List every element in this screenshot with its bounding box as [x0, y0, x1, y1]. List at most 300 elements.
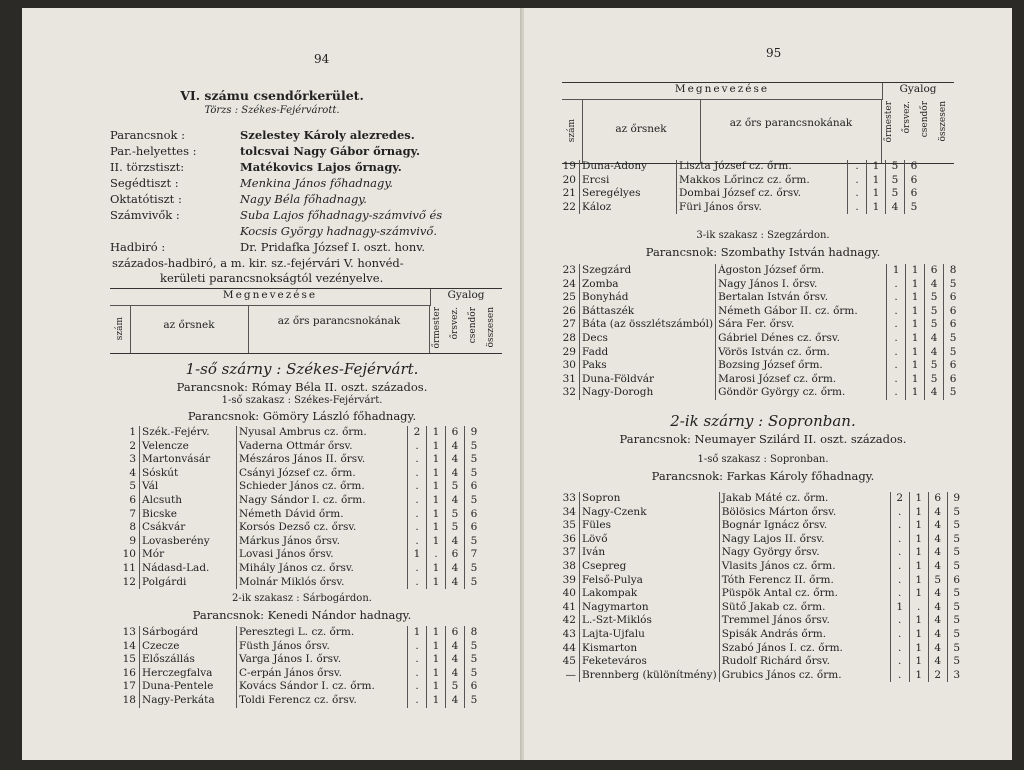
count-total: 5 — [470, 639, 478, 652]
count-ormester: . — [887, 318, 906, 332]
station-name: Herczegfalva — [140, 667, 237, 681]
station-name: Sopron — [580, 492, 720, 506]
count-total: 6 — [949, 372, 957, 385]
stations-table-1 — [560, 160, 923, 214]
count-total: 6 — [470, 680, 478, 693]
count-ormester: . — [848, 174, 867, 188]
table-row — [560, 519, 966, 533]
commander-name: Ágoston József őrm. — [716, 264, 887, 278]
count-orsvez: 1 — [427, 494, 446, 508]
count-csendor: 4 — [928, 587, 947, 601]
count-csendor: 4 — [446, 576, 465, 590]
count-csendor: 4 — [446, 453, 465, 467]
district-title: VI. számu csendőrkerület. — [180, 88, 364, 103]
commander-name: Bölösics Márton őrsv. — [719, 506, 890, 520]
count-total: 5 — [470, 693, 478, 706]
row-number: 40 — [560, 587, 580, 601]
station-name: Lövő — [580, 533, 720, 547]
commander-name: Nagy Lajos II. őrsv. — [719, 533, 890, 547]
station-name: Ercsi — [580, 174, 677, 188]
count-csendor: 5 — [886, 187, 905, 201]
section3-commander: Parancsnok: Szombathy István hadnagy. — [645, 245, 881, 259]
count-total: 5 — [910, 200, 918, 213]
station-name: Bicske — [140, 508, 237, 522]
station-name: Iván — [580, 546, 720, 560]
count-orsvez: 1 — [867, 174, 886, 188]
stations-table-2 — [560, 264, 962, 400]
commander-name: Makkos Lőrincz cz. őrm. — [677, 174, 848, 188]
count-total: 6 — [949, 291, 957, 304]
count-total: 5 — [953, 655, 961, 668]
header-szam: szám — [115, 317, 125, 341]
count-csendor: 4 — [925, 346, 944, 360]
count-ormester: . — [890, 587, 909, 601]
row-number: 41 — [560, 601, 580, 615]
header-col2: az őrs parancsnokának — [248, 305, 430, 353]
station-name: Nagy-Perkáta — [140, 694, 237, 708]
count-orsvez: 1 — [906, 359, 925, 373]
commander-name: Sára Fer. őrsv. — [716, 318, 887, 332]
station-name: Szegzárd — [580, 264, 716, 278]
book — [22, 8, 1012, 760]
table-row — [120, 626, 483, 640]
table-row — [560, 669, 966, 683]
commander-name: Kovács Sándor I. cz. őrm. — [237, 680, 408, 694]
count-total: 5 — [949, 345, 957, 358]
station-name: Lajta-Ujfalu — [580, 628, 720, 642]
stations-table-2 — [120, 626, 483, 708]
row-number: 45 — [560, 655, 580, 669]
count-orsvez: 1 — [909, 546, 928, 560]
staff-role: Számvivők : — [110, 208, 180, 222]
stations-table-3 — [560, 492, 966, 682]
right-page — [524, 8, 1012, 760]
count-ormester: . — [408, 453, 427, 467]
station-name: Lakompak — [580, 587, 720, 601]
row-number: 26 — [560, 305, 580, 319]
row-number: 23 — [560, 264, 580, 278]
station-name: Előszállás — [140, 653, 237, 667]
count-ormester: . — [890, 614, 909, 628]
count-ormester: . — [848, 160, 867, 174]
table-row — [560, 628, 966, 642]
district-seat: Törzs : Székes-Fejérvárott. — [204, 105, 340, 116]
row-number: 31 — [560, 373, 580, 387]
count-csendor: 5 — [928, 574, 947, 588]
count-orsvez: 1 — [427, 467, 446, 481]
count-total: 6 — [470, 507, 478, 520]
station-name: Kismarton — [580, 642, 720, 656]
count-total: 5 — [953, 600, 961, 613]
page-number: 95 — [766, 46, 782, 60]
staff-role: II. törzstiszt: — [110, 160, 185, 174]
count-csendor: 4 — [928, 601, 947, 615]
row-number: 36 — [560, 533, 580, 547]
section2-title: 2-ik szakasz : Sárbogárdon. — [232, 593, 372, 604]
count-ormester: . — [408, 667, 427, 681]
count-orsvez: 1 — [906, 373, 925, 387]
page-number: 94 — [314, 52, 330, 66]
count-csendor: 6 — [446, 548, 465, 562]
table-row — [560, 160, 923, 174]
row-number: 15 — [120, 653, 140, 667]
wing1-title: 1-ső szárny : Székes-Fejérvárt. — [185, 360, 419, 378]
table-row — [120, 640, 483, 654]
station-name: Nagymarton — [580, 601, 720, 615]
staff-name: Matékovics Lajos őrnagy. — [240, 160, 402, 174]
count-total: 6 — [949, 359, 957, 372]
table-row — [120, 508, 483, 522]
count-orsvez: . — [427, 548, 446, 562]
count-ormester: . — [890, 669, 909, 683]
commander-name: Gábriel Dénes cz. őrsv. — [716, 332, 887, 346]
header-g1: őrmester — [432, 307, 442, 349]
count-orsvez: 1 — [867, 187, 886, 201]
commander-name: Németh Dávid őrm. — [237, 508, 408, 522]
row-number: 42 — [560, 614, 580, 628]
header-g2: őrsvez. — [450, 307, 460, 340]
table-row — [120, 694, 483, 708]
count-orsvez: 1 — [906, 332, 925, 346]
count-total: 6 — [470, 480, 478, 493]
count-ormester: . — [887, 359, 906, 373]
station-name: Báttaszék — [580, 305, 716, 319]
table-row — [120, 548, 483, 562]
count-total: 5 — [953, 559, 961, 572]
commander-name: Püspök Antal cz. őrm. — [719, 587, 890, 601]
count-orsvez: 1 — [906, 305, 925, 319]
commander-name: Tremmel János őrsv. — [719, 614, 890, 628]
count-ormester: . — [848, 201, 867, 215]
table-row — [560, 318, 962, 332]
row-number: 13 — [120, 626, 140, 640]
commander-name: Toldi Ferencz cz. őrsv. — [237, 694, 408, 708]
count-total: 5 — [949, 331, 957, 344]
commander-name: Vaderna Ottmár őrsv. — [237, 440, 408, 454]
judge-note-1: százados-hadbiró, a m. kir. sz.-fejérvári V. honvéd- — [112, 256, 404, 270]
table-row — [560, 574, 966, 588]
count-ormester: . — [887, 291, 906, 305]
count-ormester: . — [408, 521, 427, 535]
count-ormester: . — [887, 332, 906, 346]
commander-name: Göndör György cz. őrm. — [716, 386, 887, 400]
staff-name: Suba Lajos főhadnagy-számvivő és — [240, 208, 443, 222]
table-row — [120, 494, 483, 508]
count-ormester: . — [890, 655, 909, 669]
count-orsvez: 1 — [427, 576, 446, 590]
count-orsvez: 1 — [427, 694, 446, 708]
count-csendor: 6 — [928, 492, 947, 506]
station-name: Feketeváros — [580, 655, 720, 669]
staff-role: Parancsnok : — [110, 128, 186, 142]
count-csendor: 4 — [446, 494, 465, 508]
commander-name: Németh Gábor II. cz. őrm. — [716, 305, 887, 319]
count-ormester: . — [890, 546, 909, 560]
row-number: 4 — [120, 467, 140, 481]
staff-name: Menkina János főhadnagy. — [240, 176, 393, 190]
count-csendor: 5 — [925, 318, 944, 332]
count-total: 5 — [949, 386, 957, 399]
count-csendor: 6 — [446, 426, 465, 440]
count-total: 7 — [470, 548, 478, 561]
row-number: 16 — [120, 667, 140, 681]
count-orsvez: 1 — [427, 508, 446, 522]
count-ormester: 1 — [408, 626, 427, 640]
count-total: 5 — [953, 519, 961, 532]
commander-name: Mihály János cz. őrsv. — [237, 562, 408, 576]
row-number: 9 — [120, 535, 140, 549]
station-name: Sóskút — [140, 467, 237, 481]
station-name: Czecze — [140, 640, 237, 654]
station-name: Decs — [580, 332, 716, 346]
count-csendor: 4 — [925, 332, 944, 346]
count-orsvez: 1 — [427, 440, 446, 454]
table-row — [560, 587, 966, 601]
station-name: Felső-Pulya — [580, 574, 720, 588]
count-csendor: 4 — [446, 640, 465, 654]
count-orsvez: 1 — [867, 201, 886, 215]
count-csendor: 4 — [446, 440, 465, 454]
table-row — [560, 533, 966, 547]
count-csendor: 5 — [925, 373, 944, 387]
count-csendor: 4 — [928, 533, 947, 547]
station-name: Füles — [580, 519, 720, 533]
station-name: Polgárdi — [140, 576, 237, 590]
count-orsvez: 1 — [906, 386, 925, 400]
staff-role: Oktatótiszt : — [110, 192, 182, 206]
row-number: 22 — [560, 201, 580, 215]
section1-commander: Parancsnok: Gömöry László főhadnagy. — [187, 409, 417, 423]
commander-name: Marosi József cz. őrm. — [716, 373, 887, 387]
commander-name: Csányi József cz. őrm. — [237, 467, 408, 481]
row-number: 18 — [120, 694, 140, 708]
count-csendor: 4 — [446, 467, 465, 481]
staff-name: tolcsvai Nagy Gábor őrnagy. — [240, 144, 421, 158]
count-csendor: 5 — [886, 160, 905, 174]
row-number: 7 — [120, 508, 140, 522]
count-orsvez: 1 — [427, 426, 446, 440]
count-total: 5 — [470, 561, 478, 574]
commander-name: Bognár Ignácz őrsv. — [719, 519, 890, 533]
count-total: 5 — [953, 614, 961, 627]
count-total: 6 — [953, 573, 961, 586]
count-orsvez: 1 — [427, 667, 446, 681]
header-g4: összesen — [486, 307, 496, 348]
row-number: 14 — [120, 640, 140, 654]
count-csendor: 4 — [925, 386, 944, 400]
table-row — [120, 535, 483, 549]
count-csendor: 5 — [925, 305, 944, 319]
header-gyalog: Gyalog — [447, 289, 485, 301]
section1-title: 1-ső szakasz : Székes-Fejérvárt. — [221, 395, 383, 406]
count-ormester: . — [890, 574, 909, 588]
commander-name: Spisák András őrm. — [719, 628, 890, 642]
commander-name: Vörös István cz. őrm. — [716, 346, 887, 360]
row-number: 44 — [560, 642, 580, 656]
row-number: 8 — [120, 521, 140, 535]
table-row — [560, 174, 923, 188]
commander-name: Dombai József cz. őrsv. — [677, 187, 848, 201]
row-number: 10 — [120, 548, 140, 562]
count-orsvez: 1 — [867, 160, 886, 174]
count-total: 5 — [470, 466, 478, 479]
row-number: 19 — [560, 160, 580, 174]
count-orsvez: 1 — [906, 278, 925, 292]
row-number: 11 — [120, 562, 140, 576]
count-csendor: 4 — [928, 560, 947, 574]
header-g3: csendőr — [920, 101, 930, 138]
commander-name: Nagy János I. őrsv. — [716, 278, 887, 292]
wing2-commander: Parancsnok: Neumayer Szilárd II. oszt. százados. — [619, 432, 907, 446]
table-header — [562, 82, 954, 164]
table-row — [560, 386, 962, 400]
table-row — [560, 359, 962, 373]
count-orsvez: 1 — [906, 318, 925, 332]
staff-role: Par.-helyettes : — [110, 144, 197, 158]
commander-name: Bertalan István őrsv. — [716, 291, 887, 305]
count-orsvez: 1 — [427, 453, 446, 467]
count-ormester: . — [887, 278, 906, 292]
row-number: 21 — [560, 187, 580, 201]
commander-name: C-erpán János őrsv. — [237, 667, 408, 681]
station-name: Báta (az összlétszámból) — [580, 318, 716, 332]
count-ormester: . — [408, 535, 427, 549]
count-orsvez: 1 — [427, 562, 446, 576]
count-csendor: 2 — [928, 669, 947, 683]
station-name: Fadd — [580, 346, 716, 360]
count-total: 6 — [910, 187, 918, 200]
count-orsvez: 1 — [909, 574, 928, 588]
count-ormester: . — [408, 640, 427, 654]
station-name: Nádasd-Lad. — [140, 562, 237, 576]
count-orsvez: 1 — [427, 521, 446, 535]
station-name: Duna-Pentele — [140, 680, 237, 694]
row-number: 3 — [120, 453, 140, 467]
station-name: Mór — [140, 548, 237, 562]
station-name: Duna-Adony — [580, 160, 677, 174]
station-name: Bonyhád — [580, 291, 716, 305]
header-g4: összesen — [938, 101, 948, 142]
count-total: 9 — [470, 426, 478, 438]
table-row — [120, 653, 483, 667]
count-orsvez: 1 — [909, 655, 928, 669]
commander-name: Molnár Miklós őrsv. — [237, 576, 408, 590]
station-name: Lovasberény — [140, 535, 237, 549]
count-ormester: 2 — [408, 426, 427, 440]
table-header — [110, 288, 502, 354]
count-total: 5 — [470, 453, 478, 466]
station-name: Nagy-Czenk — [580, 506, 720, 520]
count-total: 5 — [953, 587, 961, 600]
commander-name: Füri János őrsv. — [677, 201, 848, 215]
commander-name: Liszta József cz. őrm. — [677, 160, 848, 174]
count-ormester: . — [408, 494, 427, 508]
count-total: 9 — [953, 492, 961, 504]
station-name: Paks — [580, 359, 716, 373]
row-number: 32 — [560, 386, 580, 400]
staff-name: Dr. Pridafka József I. oszt. honv. — [240, 240, 426, 254]
count-csendor: 6 — [925, 264, 944, 278]
station-name: Sárbogárd — [140, 626, 237, 640]
commander-name: Füsth János őrsv. — [237, 640, 408, 654]
commander-name: Korsós Dezső cz. őrsv. — [237, 521, 408, 535]
row-number: 27 — [560, 318, 580, 332]
count-csendor: 5 — [446, 508, 465, 522]
table-row — [560, 187, 923, 201]
section3-title: 3-ik szakasz : Szegzárdon. — [696, 230, 830, 241]
stations-table-1 — [120, 426, 483, 589]
table-row — [560, 201, 923, 215]
count-ormester: . — [890, 533, 909, 547]
row-number: 17 — [120, 680, 140, 694]
wing2-title: 2-ik szárny : Sopronban. — [670, 412, 856, 430]
commander-name: Rudolf Richárd őrsv. — [719, 655, 890, 669]
table-row — [120, 576, 483, 590]
count-ormester: . — [408, 694, 427, 708]
row-number: 37 — [560, 546, 580, 560]
table-row — [120, 453, 483, 467]
row-number: 2 — [120, 440, 140, 454]
station-name: Alcsuth — [140, 494, 237, 508]
row-number: 6 — [120, 494, 140, 508]
count-ormester: . — [887, 386, 906, 400]
station-name: Velencze — [140, 440, 237, 454]
count-orsvez: . — [909, 601, 928, 615]
commander-name: Schieder János cz. őrm. — [237, 480, 408, 494]
table-row — [120, 521, 483, 535]
row-number: 33 — [560, 492, 580, 506]
count-ormester: . — [408, 480, 427, 494]
station-name: Brennberg (különítmény) — [580, 669, 720, 683]
count-total: 5 — [953, 505, 961, 518]
count-total: 6 — [910, 173, 918, 186]
count-orsvez: 1 — [909, 533, 928, 547]
count-ormester: . — [408, 467, 427, 481]
station-name: Martonvásár — [140, 453, 237, 467]
count-total: 8 — [470, 626, 478, 638]
header-title: Megnevezése — [562, 83, 883, 100]
left-page — [22, 8, 522, 760]
header-g1: őrmester — [884, 101, 894, 143]
row-number: 35 — [560, 519, 580, 533]
table-row — [560, 291, 962, 305]
count-csendor: 4 — [928, 506, 947, 520]
count-ormester: . — [408, 680, 427, 694]
count-ormester: 1 — [890, 601, 909, 615]
count-orsvez: 1 — [906, 346, 925, 360]
table-row — [560, 332, 962, 346]
table-row — [560, 506, 966, 520]
count-total: 5 — [953, 627, 961, 640]
count-csendor: 5 — [925, 291, 944, 305]
header-gyalog: Gyalog — [899, 83, 937, 95]
commander-name: Lovasi János őrsv. — [237, 548, 408, 562]
count-orsvez: 1 — [427, 480, 446, 494]
row-number: 34 — [560, 506, 580, 520]
count-total: 5 — [470, 653, 478, 666]
table-row — [560, 373, 962, 387]
station-name: Vál — [140, 480, 237, 494]
commander-name: Nyusal Ambrus cz. őrm. — [237, 426, 408, 440]
count-orsvez: 1 — [427, 640, 446, 654]
count-ormester: . — [408, 440, 427, 454]
count-csendor: 4 — [928, 614, 947, 628]
commander-name: Tóth Ferencz II. őrm. — [719, 574, 890, 588]
count-orsvez: 1 — [906, 291, 925, 305]
row-number: 39 — [560, 574, 580, 588]
count-total: 5 — [470, 439, 478, 452]
count-ormester: . — [890, 519, 909, 533]
